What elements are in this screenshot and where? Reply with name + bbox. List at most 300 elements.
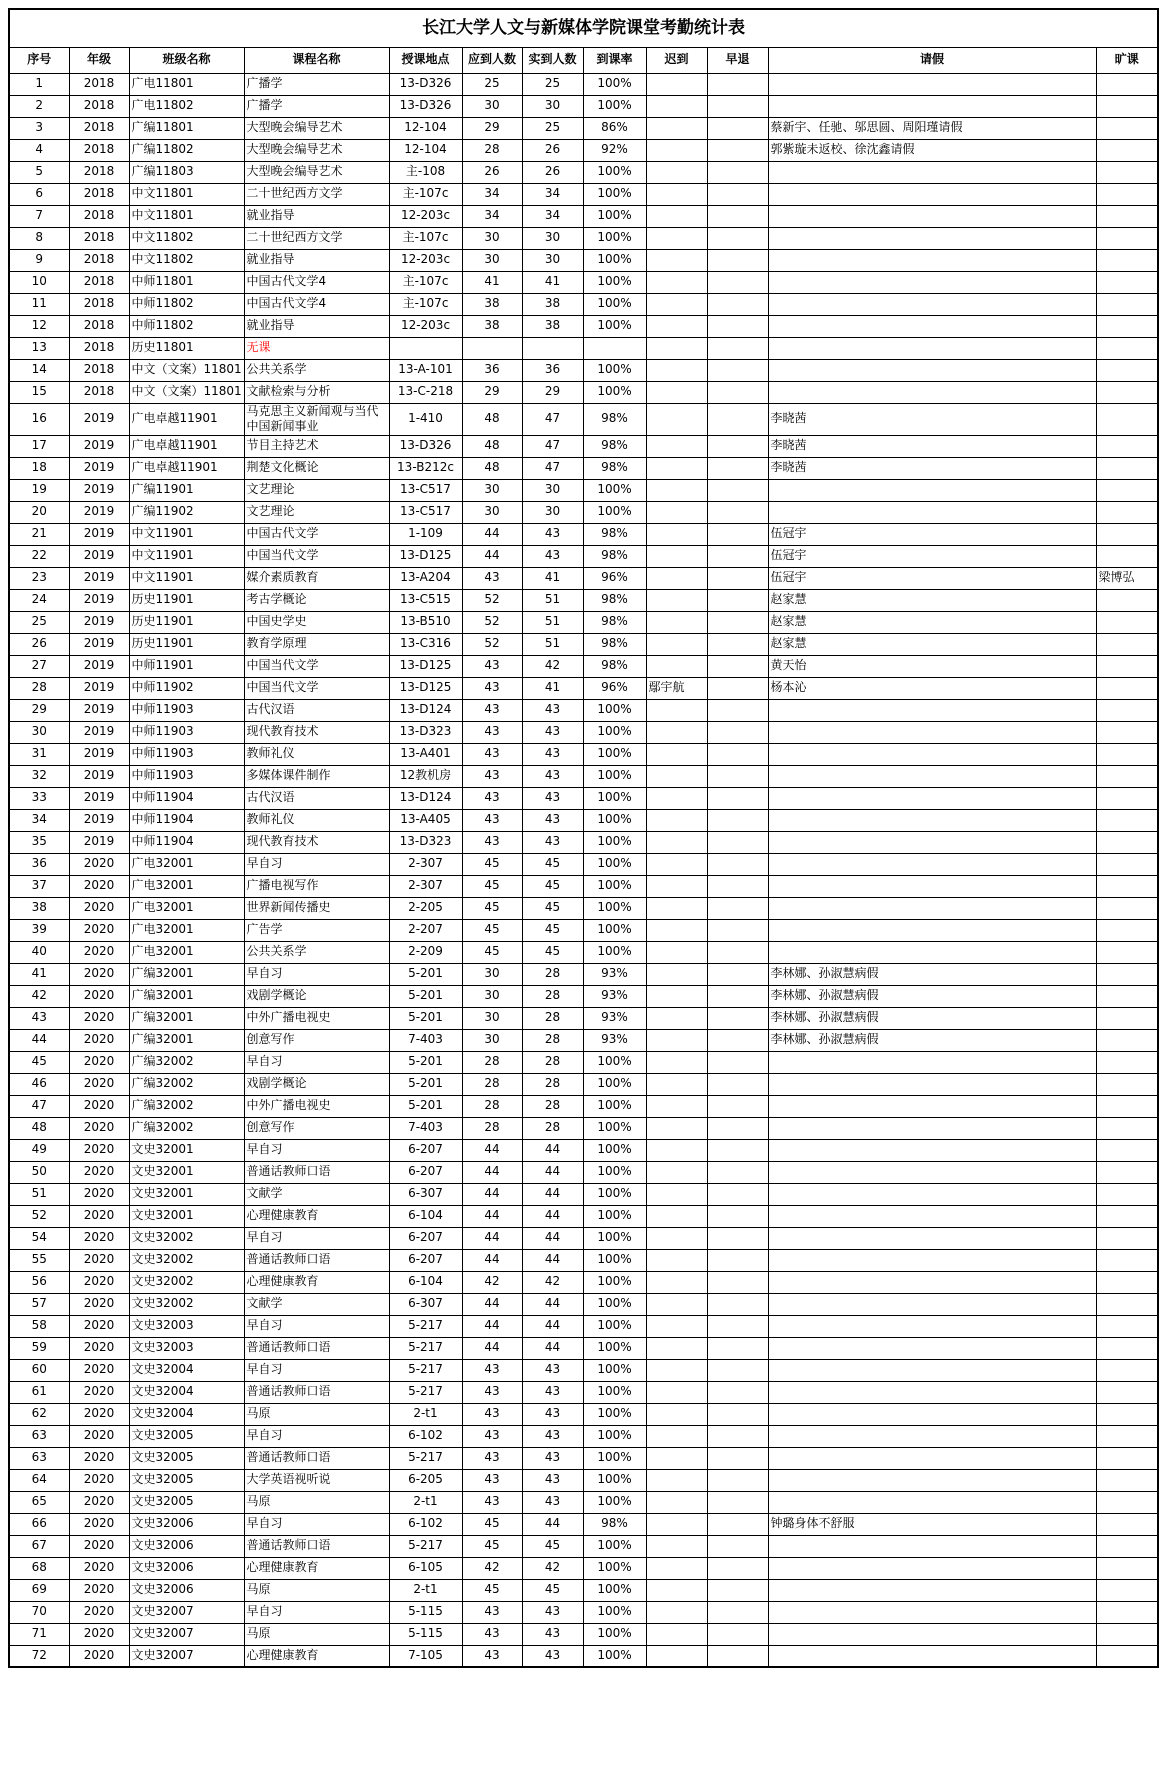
absent-cell (1096, 1315, 1158, 1337)
grade-cell: 2020 (69, 1469, 129, 1491)
actual-count-cell: 25 (522, 73, 583, 95)
absent-cell (1096, 1425, 1158, 1447)
late-cell (646, 435, 707, 457)
course-name-cell: 荆楚文化概论 (244, 457, 389, 479)
leave-cell (768, 1645, 1096, 1667)
location-cell: 1-410 (389, 403, 462, 435)
seq-cell: 70 (9, 1601, 69, 1623)
class-name-cell: 文史32002 (129, 1227, 244, 1249)
actual-count-cell: 36 (522, 359, 583, 381)
grade-cell: 2019 (69, 765, 129, 787)
class-name-cell: 文史32005 (129, 1491, 244, 1513)
location-cell: 5-217 (389, 1337, 462, 1359)
class-name-cell: 文史32002 (129, 1271, 244, 1293)
expected-count-cell: 38 (462, 293, 522, 315)
early-leave-cell (707, 985, 768, 1007)
early-leave-cell (707, 853, 768, 875)
early-leave-cell (707, 183, 768, 205)
late-cell (646, 831, 707, 853)
seq-cell: 13 (9, 337, 69, 359)
course-name-cell: 中外广播电视史 (244, 1095, 389, 1117)
absent-cell (1096, 479, 1158, 501)
expected-count-cell: 30 (462, 95, 522, 117)
absent-cell (1096, 1337, 1158, 1359)
leave-cell: 伍冠宇 (768, 567, 1096, 589)
attendance-rate-cell: 100% (583, 73, 646, 95)
late-cell (646, 1337, 707, 1359)
actual-count-cell: 41 (522, 271, 583, 293)
class-name-cell: 广编11802 (129, 139, 244, 161)
class-name-cell: 文史32006 (129, 1557, 244, 1579)
actual-count-cell: 42 (522, 1557, 583, 1579)
class-name-cell: 文史32006 (129, 1513, 244, 1535)
absent-cell (1096, 1029, 1158, 1051)
course-name-cell: 教育学原理 (244, 633, 389, 655)
location-cell: 13-D124 (389, 787, 462, 809)
absent-cell: 梁博弘 (1096, 567, 1158, 589)
table-row (9, 139, 1158, 161)
seq-cell: 46 (9, 1073, 69, 1095)
course-name-cell: 中国当代文学 (244, 655, 389, 677)
seq-cell: 10 (9, 271, 69, 293)
attendance-rate-cell: 100% (583, 875, 646, 897)
attendance-rate-cell: 100% (583, 205, 646, 227)
early-leave-cell (707, 809, 768, 831)
leave-cell (768, 1161, 1096, 1183)
location-cell: 12-203c (389, 315, 462, 337)
class-name-cell: 中师11901 (129, 655, 244, 677)
table-title-row (9, 9, 1158, 47)
seq-cell: 15 (9, 381, 69, 403)
location-cell: 13-C517 (389, 479, 462, 501)
late-cell (646, 853, 707, 875)
expected-count-cell: 43 (462, 655, 522, 677)
location-cell: 12-104 (389, 117, 462, 139)
location-cell: 13-C517 (389, 501, 462, 523)
location-cell: 13-D323 (389, 831, 462, 853)
absent-cell (1096, 853, 1158, 875)
absent-cell (1096, 1381, 1158, 1403)
actual-count-cell: 43 (522, 809, 583, 831)
late-cell (646, 1557, 707, 1579)
table-row (9, 655, 1158, 677)
early-leave-cell (707, 1645, 768, 1667)
leave-cell (768, 831, 1096, 853)
attendance-rate-cell: 100% (583, 1183, 646, 1205)
grade-cell: 2019 (69, 611, 129, 633)
table-row (9, 831, 1158, 853)
absent-cell (1096, 315, 1158, 337)
leave-cell (768, 1623, 1096, 1645)
course-name-cell: 世界新闻传播史 (244, 897, 389, 919)
seq-cell: 4 (9, 139, 69, 161)
actual-count-cell: 43 (522, 1491, 583, 1513)
attendance-rate-cell: 98% (583, 435, 646, 457)
expected-count-cell: 45 (462, 1579, 522, 1601)
expected-count-cell: 26 (462, 161, 522, 183)
location-cell: 13-D125 (389, 545, 462, 567)
expected-count-cell: 45 (462, 1535, 522, 1557)
actual-count-cell: 34 (522, 205, 583, 227)
seq-cell: 58 (9, 1315, 69, 1337)
leave-cell (768, 161, 1096, 183)
early-leave-cell (707, 1271, 768, 1293)
seq-cell: 50 (9, 1161, 69, 1183)
table-header-row (9, 47, 1158, 73)
actual-count-cell: 25 (522, 117, 583, 139)
actual-count-cell: 28 (522, 1051, 583, 1073)
seq-cell: 38 (9, 897, 69, 919)
seq-cell: 49 (9, 1139, 69, 1161)
leave-cell: 李林娜、孙淑慧病假 (768, 1029, 1096, 1051)
leave-cell (768, 293, 1096, 315)
attendance-rate-cell: 93% (583, 963, 646, 985)
class-name-cell: 广编11902 (129, 501, 244, 523)
actual-count-cell: 42 (522, 655, 583, 677)
late-cell (646, 919, 707, 941)
early-leave-cell (707, 271, 768, 293)
late-cell (646, 249, 707, 271)
late-cell (646, 205, 707, 227)
late-cell (646, 1249, 707, 1271)
location-cell: 13-B212c (389, 457, 462, 479)
actual-count-cell: 45 (522, 1535, 583, 1557)
absent-cell (1096, 1007, 1158, 1029)
course-name-cell: 普通话教师口语 (244, 1447, 389, 1469)
class-name-cell: 广电卓越11901 (129, 435, 244, 457)
expected-count-cell: 52 (462, 633, 522, 655)
grade-cell: 2020 (69, 963, 129, 985)
absent-cell (1096, 1579, 1158, 1601)
actual-count-cell: 41 (522, 677, 583, 699)
leave-cell: 赵家慧 (768, 589, 1096, 611)
col-header-seq: 序号 (9, 47, 69, 73)
early-leave-cell (707, 381, 768, 403)
expected-count-cell: 44 (462, 1161, 522, 1183)
absent-cell (1096, 633, 1158, 655)
col-header-expected-count: 应到人数 (462, 47, 522, 73)
grade-cell: 2018 (69, 315, 129, 337)
leave-cell (768, 381, 1096, 403)
actual-count-cell: 30 (522, 249, 583, 271)
class-name-cell: 广编32001 (129, 1029, 244, 1051)
attendance-rate-cell: 100% (583, 1249, 646, 1271)
course-name-cell: 马原 (244, 1623, 389, 1645)
attendance-rate-cell: 100% (583, 1227, 646, 1249)
late-cell (646, 897, 707, 919)
seq-cell: 62 (9, 1403, 69, 1425)
absent-cell (1096, 831, 1158, 853)
location-cell: 12教机房 (389, 765, 462, 787)
expected-count-cell: 28 (462, 1117, 522, 1139)
late-cell (646, 655, 707, 677)
leave-cell: 李晓茜 (768, 457, 1096, 479)
absent-cell (1096, 655, 1158, 677)
absent-cell (1096, 1051, 1158, 1073)
attendance-rate-cell: 100% (583, 1139, 646, 1161)
early-leave-cell (707, 1139, 768, 1161)
class-name-cell: 文史32004 (129, 1381, 244, 1403)
attendance-rate-cell: 100% (583, 1403, 646, 1425)
attendance-rate-cell: 100% (583, 1557, 646, 1579)
late-cell: 鄢宇航 (646, 677, 707, 699)
leave-cell (768, 1557, 1096, 1579)
location-cell: 13-A-101 (389, 359, 462, 381)
table-row (9, 1205, 1158, 1227)
attendance-rate-cell: 100% (583, 161, 646, 183)
class-name-cell: 文史32001 (129, 1183, 244, 1205)
seq-cell: 71 (9, 1623, 69, 1645)
course-name-cell: 心理健康教育 (244, 1205, 389, 1227)
attendance-rate-cell: 100% (583, 1051, 646, 1073)
expected-count-cell: 30 (462, 227, 522, 249)
absent-cell (1096, 337, 1158, 359)
attendance-rate-cell: 98% (583, 589, 646, 611)
attendance-rate-cell: 100% (583, 721, 646, 743)
late-cell (646, 1403, 707, 1425)
table-row (9, 337, 1158, 359)
absent-cell (1096, 589, 1158, 611)
table-row (9, 95, 1158, 117)
actual-count-cell: 44 (522, 1513, 583, 1535)
seq-cell: 27 (9, 655, 69, 677)
actual-count-cell: 43 (522, 1447, 583, 1469)
early-leave-cell (707, 117, 768, 139)
seq-cell: 16 (9, 403, 69, 435)
grade-cell: 2020 (69, 1491, 129, 1513)
seq-cell: 41 (9, 963, 69, 985)
seq-cell: 25 (9, 611, 69, 633)
location-cell: 7-105 (389, 1645, 462, 1667)
table-row (9, 1051, 1158, 1073)
grade-cell: 2019 (69, 501, 129, 523)
early-leave-cell (707, 699, 768, 721)
table-row (9, 227, 1158, 249)
early-leave-cell (707, 875, 768, 897)
location-cell: 5-217 (389, 1381, 462, 1403)
location-cell: 2-207 (389, 919, 462, 941)
late-cell (646, 941, 707, 963)
late-cell (646, 787, 707, 809)
absent-cell (1096, 403, 1158, 435)
seq-cell: 34 (9, 809, 69, 831)
attendance-rate-cell: 100% (583, 787, 646, 809)
leave-cell (768, 1447, 1096, 1469)
expected-count-cell: 30 (462, 501, 522, 523)
grade-cell: 2018 (69, 293, 129, 315)
late-cell (646, 1271, 707, 1293)
late-cell (646, 73, 707, 95)
late-cell (646, 985, 707, 1007)
attendance-rate-cell: 86% (583, 117, 646, 139)
class-name-cell: 中文11901 (129, 523, 244, 545)
absent-cell (1096, 161, 1158, 183)
col-header-course-name: 课程名称 (244, 47, 389, 73)
course-name-cell: 多媒体课件制作 (244, 765, 389, 787)
course-name-cell: 中国当代文学 (244, 545, 389, 567)
late-cell (646, 567, 707, 589)
grade-cell: 2020 (69, 1007, 129, 1029)
table-body (9, 73, 1158, 1667)
actual-count-cell: 29 (522, 381, 583, 403)
class-name-cell: 中师11801 (129, 271, 244, 293)
course-name-cell: 大型晚会编导艺术 (244, 117, 389, 139)
class-name-cell: 中师11903 (129, 765, 244, 787)
location-cell: 6-105 (389, 1557, 462, 1579)
expected-count-cell: 45 (462, 897, 522, 919)
grade-cell: 2020 (69, 1623, 129, 1645)
late-cell (646, 611, 707, 633)
table-row (9, 1447, 1158, 1469)
grade-cell: 2020 (69, 985, 129, 1007)
absent-cell (1096, 1403, 1158, 1425)
grade-cell: 2020 (69, 1337, 129, 1359)
early-leave-cell (707, 545, 768, 567)
leave-cell (768, 787, 1096, 809)
absent-cell (1096, 897, 1158, 919)
absent-cell (1096, 1491, 1158, 1513)
seq-cell: 56 (9, 1271, 69, 1293)
seq-cell: 63 (9, 1447, 69, 1469)
early-leave-cell (707, 567, 768, 589)
class-name-cell: 中师11903 (129, 721, 244, 743)
grade-cell: 2019 (69, 721, 129, 743)
actual-count-cell: 43 (522, 721, 583, 743)
late-cell (646, 1293, 707, 1315)
location-cell: 5-115 (389, 1623, 462, 1645)
absent-cell (1096, 611, 1158, 633)
table-row (9, 381, 1158, 403)
seq-cell: 72 (9, 1645, 69, 1667)
late-cell (646, 1183, 707, 1205)
seq-cell: 31 (9, 743, 69, 765)
location-cell: 6-207 (389, 1227, 462, 1249)
seq-cell: 21 (9, 523, 69, 545)
leave-cell (768, 1249, 1096, 1271)
leave-cell (768, 95, 1096, 117)
absent-cell (1096, 919, 1158, 941)
class-name-cell: 广电32001 (129, 897, 244, 919)
grade-cell: 2020 (69, 1535, 129, 1557)
leave-cell: 赵家慧 (768, 611, 1096, 633)
seq-cell: 1 (9, 73, 69, 95)
early-leave-cell (707, 1403, 768, 1425)
attendance-rate-cell: 98% (583, 655, 646, 677)
course-name-cell: 无课 (244, 337, 389, 359)
leave-cell (768, 359, 1096, 381)
absent-cell (1096, 699, 1158, 721)
seq-cell: 11 (9, 293, 69, 315)
table-row (9, 479, 1158, 501)
table-row (9, 963, 1158, 985)
class-name-cell: 历史11801 (129, 337, 244, 359)
early-leave-cell (707, 1249, 768, 1271)
absent-cell (1096, 787, 1158, 809)
leave-cell (768, 1359, 1096, 1381)
location-cell: 5-201 (389, 985, 462, 1007)
early-leave-cell (707, 227, 768, 249)
expected-count-cell: 45 (462, 853, 522, 875)
early-leave-cell (707, 1469, 768, 1491)
attendance-rate-cell: 100% (583, 95, 646, 117)
actual-count-cell: 43 (522, 1601, 583, 1623)
seq-cell: 18 (9, 457, 69, 479)
location-cell: 2-205 (389, 897, 462, 919)
absent-cell (1096, 73, 1158, 95)
course-name-cell: 马原 (244, 1579, 389, 1601)
late-cell (646, 1095, 707, 1117)
leave-cell: 杨本沁 (768, 677, 1096, 699)
attendance-rate-cell: 100% (583, 897, 646, 919)
absent-cell (1096, 381, 1158, 403)
seq-cell: 14 (9, 359, 69, 381)
actual-count-cell: 28 (522, 1007, 583, 1029)
leave-cell (768, 1051, 1096, 1073)
attendance-rate-cell: 100% (583, 1293, 646, 1315)
grade-cell: 2018 (69, 359, 129, 381)
early-leave-cell (707, 1227, 768, 1249)
table-row (9, 897, 1158, 919)
class-name-cell: 广编11901 (129, 479, 244, 501)
table-row (9, 677, 1158, 699)
early-leave-cell (707, 941, 768, 963)
late-cell (646, 699, 707, 721)
absent-cell (1096, 139, 1158, 161)
location-cell: 主-107c (389, 227, 462, 249)
course-name-cell: 教师礼仪 (244, 809, 389, 831)
table-row (9, 589, 1158, 611)
attendance-rate-cell: 100% (583, 479, 646, 501)
late-cell (646, 875, 707, 897)
location-cell: 5-201 (389, 1007, 462, 1029)
location-cell: 6-307 (389, 1293, 462, 1315)
expected-count-cell: 44 (462, 545, 522, 567)
course-name-cell: 现代教育技术 (244, 721, 389, 743)
early-leave-cell (707, 1183, 768, 1205)
attendance-rate-cell: 100% (583, 1117, 646, 1139)
course-name-cell: 早自习 (244, 1359, 389, 1381)
grade-cell: 2018 (69, 205, 129, 227)
course-name-cell: 文献学 (244, 1183, 389, 1205)
attendance-rate-cell: 96% (583, 677, 646, 699)
late-cell (646, 1469, 707, 1491)
table-row (9, 1359, 1158, 1381)
grade-cell: 2020 (69, 1403, 129, 1425)
seq-cell: 67 (9, 1535, 69, 1557)
location-cell: 12-203c (389, 205, 462, 227)
class-name-cell: 广电32001 (129, 875, 244, 897)
seq-cell: 55 (9, 1249, 69, 1271)
late-cell (646, 1447, 707, 1469)
early-leave-cell (707, 655, 768, 677)
late-cell (646, 1007, 707, 1029)
class-name-cell: 中文11901 (129, 567, 244, 589)
table-row (9, 183, 1158, 205)
late-cell (646, 227, 707, 249)
seq-cell: 54 (9, 1227, 69, 1249)
course-name-cell: 广播学 (244, 73, 389, 95)
attendance-rate-cell: 100% (583, 249, 646, 271)
expected-count-cell: 29 (462, 381, 522, 403)
expected-count-cell: 44 (462, 1337, 522, 1359)
course-name-cell: 早自习 (244, 1051, 389, 1073)
class-name-cell: 文史32003 (129, 1337, 244, 1359)
course-name-cell: 中国古代文学4 (244, 293, 389, 315)
absent-cell (1096, 501, 1158, 523)
location-cell: 13-D326 (389, 95, 462, 117)
attendance-rate-cell: 100% (583, 1359, 646, 1381)
class-name-cell: 广编32001 (129, 963, 244, 985)
